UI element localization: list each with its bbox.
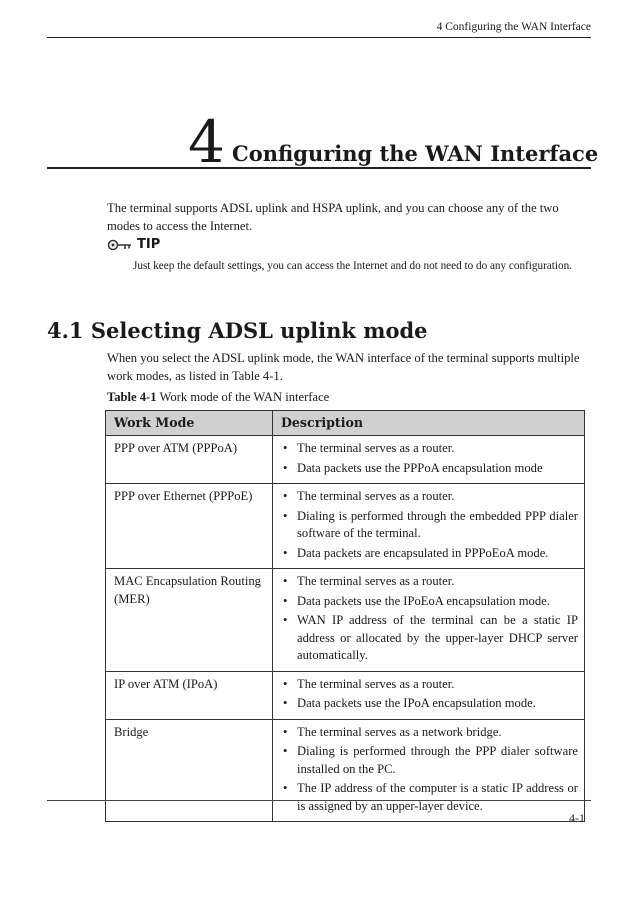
table-caption xyxy=(107,390,329,405)
table-caption-label: Table 4-1 xyxy=(107,390,157,404)
column-header-description: Description xyxy=(273,411,585,436)
description-item: • Data packets use the IPoA encapsulation mode. xyxy=(281,695,578,713)
table-row xyxy=(106,484,585,569)
work-mode-cell: PPP over ATM (PPPoA) xyxy=(106,436,273,484)
section-paragraph: When you select the ADSL uplink mode, the WAN interface of the terminal supports multiple work modes, as listed in Table 4-1. xyxy=(107,351,580,383)
header-rule xyxy=(47,37,591,38)
table-header-row xyxy=(106,411,585,436)
work-mode-cell: MAC Encapsulation Routing (MER) xyxy=(106,569,273,672)
tip-text: Just keep the default settings, you can access the Internet and do not need to do any configuration. xyxy=(133,260,572,272)
description-item: • Dialing is performed through the PPP dialer software installed on the PC. xyxy=(281,743,578,778)
description-item: • The IP address of the computer is a static IP address or is assigned by an upper-layer device. xyxy=(281,780,578,815)
chapter-number: 4 xyxy=(188,108,225,176)
description-item: • Data packets are encapsulated in PPPoEoA mode. xyxy=(281,545,578,563)
chapter-rule xyxy=(47,167,591,169)
description-item: • The terminal serves as a router. xyxy=(281,488,578,506)
chapter-title: Configuring the WAN Interface xyxy=(232,141,599,166)
tip-key-icon xyxy=(107,238,133,254)
page-number: 4-1 xyxy=(569,811,585,825)
work-mode-cell: PPP over Ethernet (PPPoE) xyxy=(106,484,273,569)
description-item: • Data packets use the PPPoA encapsulation mode xyxy=(281,460,578,478)
tip-label: TIP xyxy=(137,237,161,252)
work-mode-cell: IP over ATM (IPoA) xyxy=(106,671,273,719)
description-item: • WAN IP address of the terminal can be a static IP address or allocated by the upper-layer DHCP server automatically. xyxy=(281,612,578,665)
column-header-work-mode: Work Mode xyxy=(106,411,273,436)
description-cell xyxy=(273,436,585,484)
description-item: • The terminal serves as a network bridge. xyxy=(281,724,578,742)
section-title: 4.1 Selecting ADSL uplink mode xyxy=(47,318,428,343)
table-row xyxy=(106,671,585,719)
description-item: • Dialing is performed through the embedded PPP dialer software of the terminal. xyxy=(281,508,578,543)
description-item: • Data packets use the IPoEoA encapsulation mode. xyxy=(281,593,578,611)
footer-rule xyxy=(47,800,591,801)
description-item: • The terminal serves as a router. xyxy=(281,676,578,694)
work-mode-table xyxy=(105,410,585,822)
work-mode-cell: Bridge xyxy=(106,719,273,822)
description-item: • The terminal serves as a router. xyxy=(281,440,578,458)
table-row xyxy=(106,569,585,672)
description-cell xyxy=(273,719,585,822)
description-cell xyxy=(273,484,585,569)
intro-paragraph: The terminal supports ADSL uplink and HSPA uplink, and you can choose any of the two modes to access the Internet. xyxy=(107,201,559,233)
running-header: 4 Configuring the WAN Interface xyxy=(436,21,591,33)
description-item: • The terminal serves as a router. xyxy=(281,573,578,591)
table-caption-text: Work mode of the WAN interface xyxy=(159,390,330,404)
table-row xyxy=(106,719,585,822)
description-cell xyxy=(273,569,585,672)
description-cell xyxy=(273,671,585,719)
table-row xyxy=(106,436,585,484)
